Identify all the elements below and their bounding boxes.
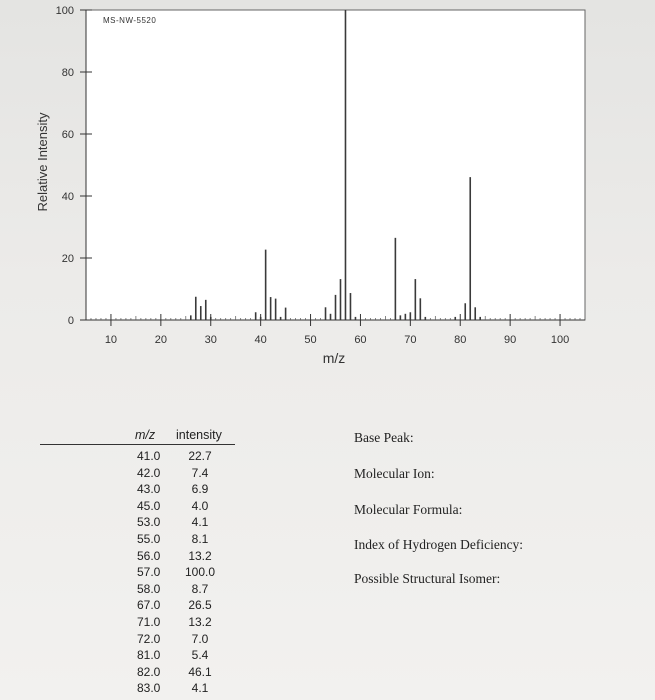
question-ihd: Index of Hydrogen Deficiency: bbox=[354, 537, 524, 552]
x-tick-label: 60 bbox=[354, 334, 367, 346]
table-header-intensity: intensity bbox=[176, 428, 222, 442]
x-tick-label: 20 bbox=[154, 334, 167, 346]
table-cell-intensity: 26.5 bbox=[188, 598, 212, 613]
table-cell-intensity: 7.4 bbox=[191, 465, 209, 480]
table-header-mz: m/z bbox=[135, 428, 156, 442]
table-row bbox=[40, 514, 240, 530]
x-tick-label: 100 bbox=[550, 334, 570, 346]
y-tick-label: 60 bbox=[61, 129, 74, 141]
table-row bbox=[40, 581, 240, 597]
table-row bbox=[40, 548, 240, 564]
table-row bbox=[40, 481, 240, 497]
table-cell-mz: 81.0 bbox=[137, 648, 161, 663]
table-cell-intensity: 4.1 bbox=[191, 681, 209, 696]
table-cell-mz: 57.0 bbox=[137, 565, 161, 580]
table-cell-mz: 41.0 bbox=[137, 449, 161, 463]
table-cell-intensity: 4.0 bbox=[191, 498, 209, 513]
x-tick-label: 70 bbox=[404, 334, 417, 346]
y-tick-label: 20 bbox=[61, 253, 74, 265]
table-cell-intensity: 22.7 bbox=[188, 449, 212, 463]
table-row bbox=[40, 647, 240, 663]
table-cell-mz: 42.0 bbox=[137, 465, 161, 480]
table-row bbox=[40, 614, 240, 630]
x-tick-label: 90 bbox=[504, 334, 517, 346]
table-cell-mz: 82.0 bbox=[137, 664, 161, 679]
x-tick-label: 10 bbox=[104, 334, 118, 346]
x-tick-label: 80 bbox=[454, 334, 467, 346]
table-cell-intensity: 7.0 bbox=[191, 631, 209, 646]
chart-title: MS-NW-5520 bbox=[103, 16, 157, 25]
x-tick-label: 30 bbox=[204, 334, 217, 346]
y-tick-label: 80 bbox=[61, 67, 74, 79]
table-cell-intensity: 46.1 bbox=[188, 664, 212, 679]
table-row bbox=[40, 448, 240, 464]
table-cell-mz: 53.0 bbox=[137, 515, 161, 530]
table-cell-mz: 58.0 bbox=[137, 581, 161, 596]
plot-frame bbox=[86, 10, 585, 320]
x-tick-label: 50 bbox=[304, 334, 317, 346]
y-tick-label: 40 bbox=[61, 191, 74, 203]
x-tick-label: 40 bbox=[254, 334, 267, 346]
table-row bbox=[40, 680, 240, 696]
table-cell-intensity: 4.1 bbox=[191, 515, 209, 530]
table-row bbox=[40, 465, 240, 481]
table-cell-intensity: 8.7 bbox=[191, 581, 209, 596]
table-cell-intensity: 13.2 bbox=[188, 615, 212, 629]
table-row bbox=[40, 531, 240, 547]
table-cell-mz: 83.0 bbox=[137, 681, 161, 696]
table-row bbox=[40, 631, 240, 647]
question-molecular-ion: Molecular Ion: bbox=[354, 466, 435, 481]
table-cell-mz: 55.0 bbox=[137, 532, 161, 546]
table-cell-intensity: 13.2 bbox=[188, 548, 212, 563]
table-header-rule bbox=[40, 444, 235, 445]
table-cell-mz: 45.0 bbox=[137, 498, 161, 513]
table-row bbox=[40, 564, 240, 580]
table-cell-mz: 43.0 bbox=[137, 482, 161, 497]
question-base-peak: Base Peak: bbox=[354, 430, 414, 445]
y-tick-label: 0 bbox=[67, 315, 74, 327]
y-axis-label: Relative Intensity bbox=[35, 112, 50, 212]
table-cell-mz: 72.0 bbox=[137, 631, 161, 646]
table-cell-intensity: 6.9 bbox=[191, 482, 209, 497]
table-cell-intensity: 5.4 bbox=[191, 648, 209, 663]
table-row bbox=[40, 597, 240, 613]
y-tick-label: 100 bbox=[55, 5, 74, 17]
table-cell-intensity: 100.0 bbox=[184, 565, 216, 580]
table-row bbox=[40, 664, 240, 680]
table-cell-mz: 67.0 bbox=[137, 598, 161, 613]
table-row bbox=[40, 498, 240, 514]
x-axis-label: m/z bbox=[322, 350, 346, 366]
question-molecular-formula: Molecular Formula: bbox=[354, 502, 463, 517]
table-cell-mz: 71.0 bbox=[137, 615, 161, 629]
table-cell-mz: 56.0 bbox=[137, 548, 161, 563]
question-structural-isomer: Possible Structural Isomer: bbox=[354, 571, 501, 586]
table-cell-intensity: 8.1 bbox=[191, 532, 209, 546]
